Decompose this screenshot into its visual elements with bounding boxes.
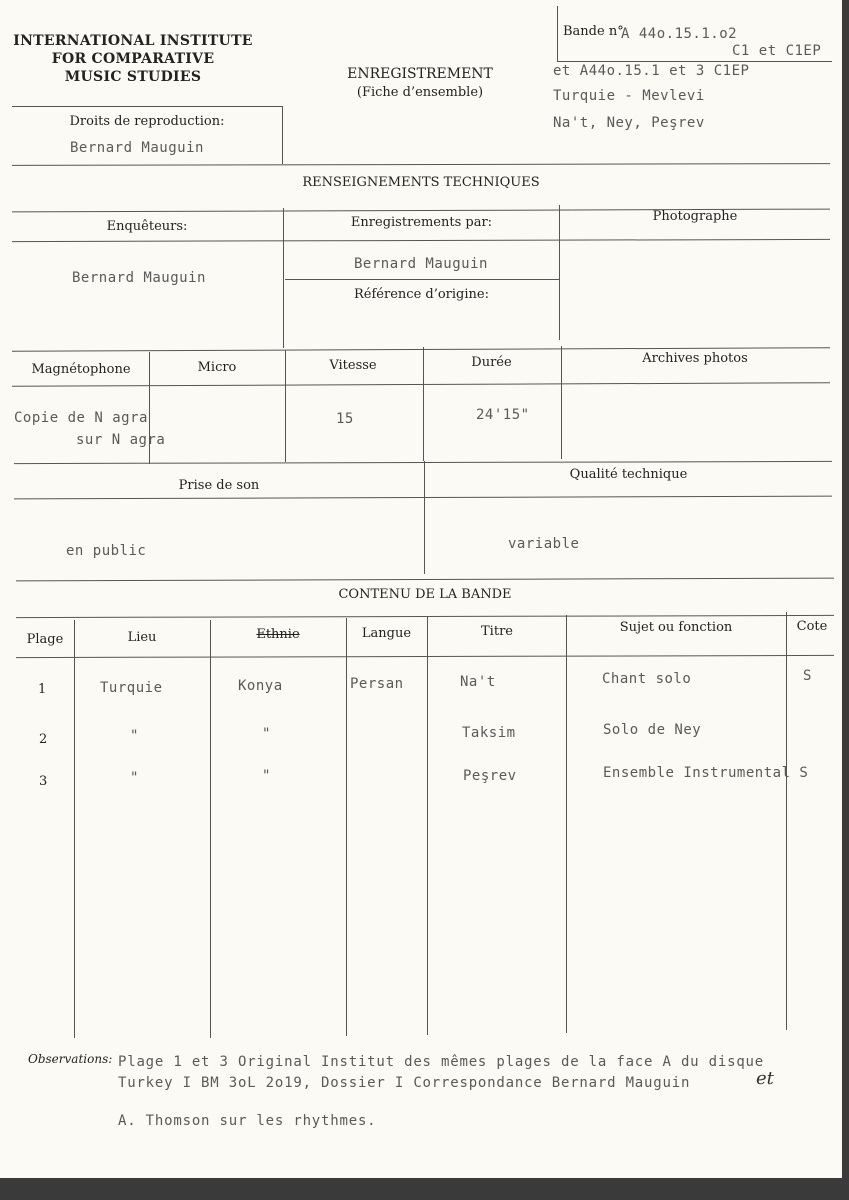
row-2-ethnie: " [262,726,271,742]
prise-de-son-value: en public [66,543,147,559]
row-1-plage: 1 [38,682,47,697]
droits-label: Droits de reproduction: [69,114,225,129]
col-plage: Plage [26,632,64,647]
observations-line-3: A. Thomson sur les rhythmes. [118,1113,377,1129]
row-2-lieu: " [130,728,139,744]
qualite-technique-label: Qualité technique [569,467,688,482]
vitesse-label: Vitesse [329,358,377,373]
enregistrements-value: Bernard Mauguin [354,256,488,272]
observations-handwritten-et: et [756,1068,774,1089]
qualite-technique-value: variable [508,536,580,552]
reference-origine-label: Référence d’origine: [354,287,489,302]
bande-label: Bande n° [563,24,624,39]
header-title: ENREGISTREMENT [347,66,493,82]
row-3-sujet: Ensemble Instrumental S [603,765,809,781]
col-langue: Langue [361,626,412,641]
observations-label: Observations: [28,1052,113,1066]
magnetophone-line-2: sur N agra [76,432,166,448]
enregistrements-label: Enregistrements par: [350,215,493,230]
prise-de-son-label: Prise de son [178,478,260,493]
row-1-cote: S [803,668,812,684]
row-1-lieu: Turquie [100,680,163,696]
row-1-titre: Na't [460,674,496,690]
row-3-plage: 3 [39,774,48,789]
bande-number: A 44o.15.1.o2 [621,26,738,42]
row-2-titre: Taksim [462,725,516,741]
bande-extra-1: C1 et C1EP [732,43,822,59]
row-1-langue: Persan [350,676,404,692]
duree-value: 24'15" [476,407,530,423]
magnetophone-line-1: Copie de N agra [14,410,148,426]
duree-label: Durée [471,355,512,370]
col-ethnie: Ethnie [256,627,300,642]
col-cote: Cote [796,619,828,634]
vitesse-value: 15 [336,411,354,427]
bande-items: Na't, Ney, Peşrev [553,115,705,131]
col-sujet: Sujet ou fonction [619,620,733,635]
row-1-ethnie: Konya [238,678,283,694]
institute-line-1: INTERNATIONAL INSTITUTE [13,33,253,49]
institute-name [8,32,258,86]
row-3-ethnie: " [262,768,271,784]
magnetophone-label: Magnétophone [31,362,131,377]
row-2-sujet: Solo de Ney [603,722,702,738]
enqueteurs-label: Enquêteurs: [106,219,188,234]
droits-value: Bernard Mauguin [70,140,204,156]
col-lieu: Lieu [127,630,157,645]
micro-label: Micro [197,360,237,375]
photographe-label: Photographe [652,209,738,224]
observations-line-2: Turkey I BM 3oL 2o19, Dossier I Correspondance Bernard Mauguin [118,1075,691,1091]
col-titre: Titre [481,624,513,639]
archives-photos-label: Archives photos [642,351,748,366]
enqueteurs-value: Bernard Mauguin [72,270,206,286]
row-1-sujet: Chant solo [602,671,692,687]
row-3-titre: Peşrev [463,768,517,784]
observations-line-1: Plage 1 et 3 Original Institut des mêmes plages de la face A du disque [118,1054,765,1070]
row-2-plage: 2 [39,732,48,747]
section-contenu: CONTENU DE LA BANDE [338,587,512,602]
row-3-lieu: " [130,770,139,786]
institute-line-2: FOR COMPARATIVE [51,51,215,67]
bande-region: Turquie - Mevlevi [553,88,705,104]
section-technical: RENSEIGNEMENTS TECHNIQUES [302,175,540,190]
header-subtitle: (Fiche d’ensemble) [356,85,484,100]
bande-extra-2: et A44o.15.1 et 3 C1EP [553,63,750,79]
institute-line-3: MUSIC STUDIES [64,69,202,85]
